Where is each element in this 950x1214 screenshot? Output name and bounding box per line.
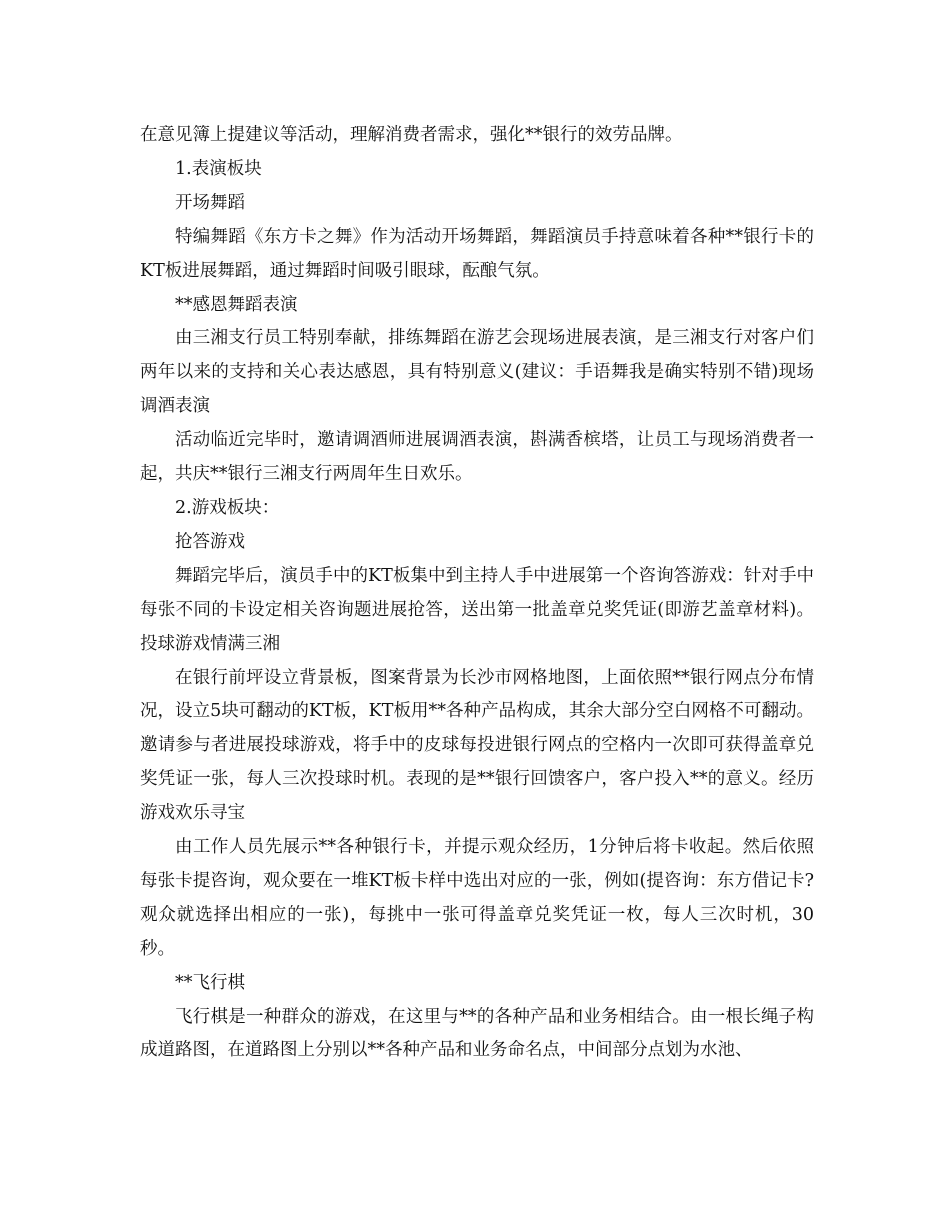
paragraph-quiz-game: 舞蹈完毕后，演员手中的KT板集中到主持人手中进展第一个咨询答游戏：针对手中每张不同的卡设定相关咨询题进展抢答，送出第一批盖章兑奖凭证(即游艺盖章材料)。投球游戏情满三湘 bbox=[140, 565, 814, 654]
paragraph-bartending: 活动临近完毕时，邀请调酒师进展调酒表演，斟满香槟塔，让员工与现场消费者一起，共庆**银行三湘支行两周年生日欢乐。 bbox=[140, 430, 814, 485]
paragraph-continuation: 在意见簿上提建议等活动，理解消费者需求，强化**银行的效劳品牌。 bbox=[140, 125, 683, 145]
subheading-thanks-dance: **感恩舞蹈表演 bbox=[175, 294, 298, 315]
subheading-quiz-game: 抢答游戏 bbox=[175, 531, 245, 552]
subheading-opening-dance: 开场舞蹈 bbox=[175, 192, 245, 213]
paragraph-thanks-dance: 由三湘支行员工特别奉献，排练舞蹈在游艺会现场进展表演，是三湘支行对客户们两年以来的支持和关心表达感恩，具有特别意义(建议：手语舞我是确实特别不错)现场调酒表演 bbox=[140, 328, 814, 417]
paragraph-memory-game: 由工作人员先展示**各种银行卡，并提示观众经历，1分钟后将卡收起。然后依照每张卡提咨询，观众要在一堆KT板卡样中选出对应的一张，例如(提咨询：东方借记卡?观众就选择出相应的一张)，每挑中一张可得盖章兑奖凭证一枚，每人三次时机，30秒。 bbox=[140, 837, 814, 959]
subheading-flying-chess: **飞行棋 bbox=[175, 972, 245, 993]
section-heading-games: 2.游戏板块： bbox=[175, 497, 280, 518]
document-body bbox=[140, 119, 814, 1068]
section-heading-performance: 1.表演板块 bbox=[175, 158, 262, 179]
paragraph-flying-chess: 飞行棋是一种群众的游戏，在这里与**的各种产品和业务相结合。由一根长绳子构成道路图，在道路图上分别以**各种产品和业务命名点，中间部分点划为水池、 bbox=[140, 1006, 814, 1061]
paragraph-opening-dance: 特编舞蹈《东方卡之舞》作为活动开场舞蹈，舞蹈演员手持意味着各种**银行卡的KT板进展舞蹈，通过舞蹈时间吸引眼球，酝酿气氛。 bbox=[140, 226, 814, 281]
paragraph-ball-game: 在银行前坪设立背景板，图案背景为长沙市网格地图，上面依照**银行网点分布情况，设立5块可翻动的KT板，KT板用**各种产品构成，其余大部分空白网格不可翻动。邀请参与者进展投球游戏，将手中的皮球每投进银行网点的空格内一次即可获得盖章兑奖凭证一张，每人三次投球时机。表现的是**银行回馈客户，客户投入**的意义。经历游戏欢乐寻宝 bbox=[140, 667, 814, 824]
